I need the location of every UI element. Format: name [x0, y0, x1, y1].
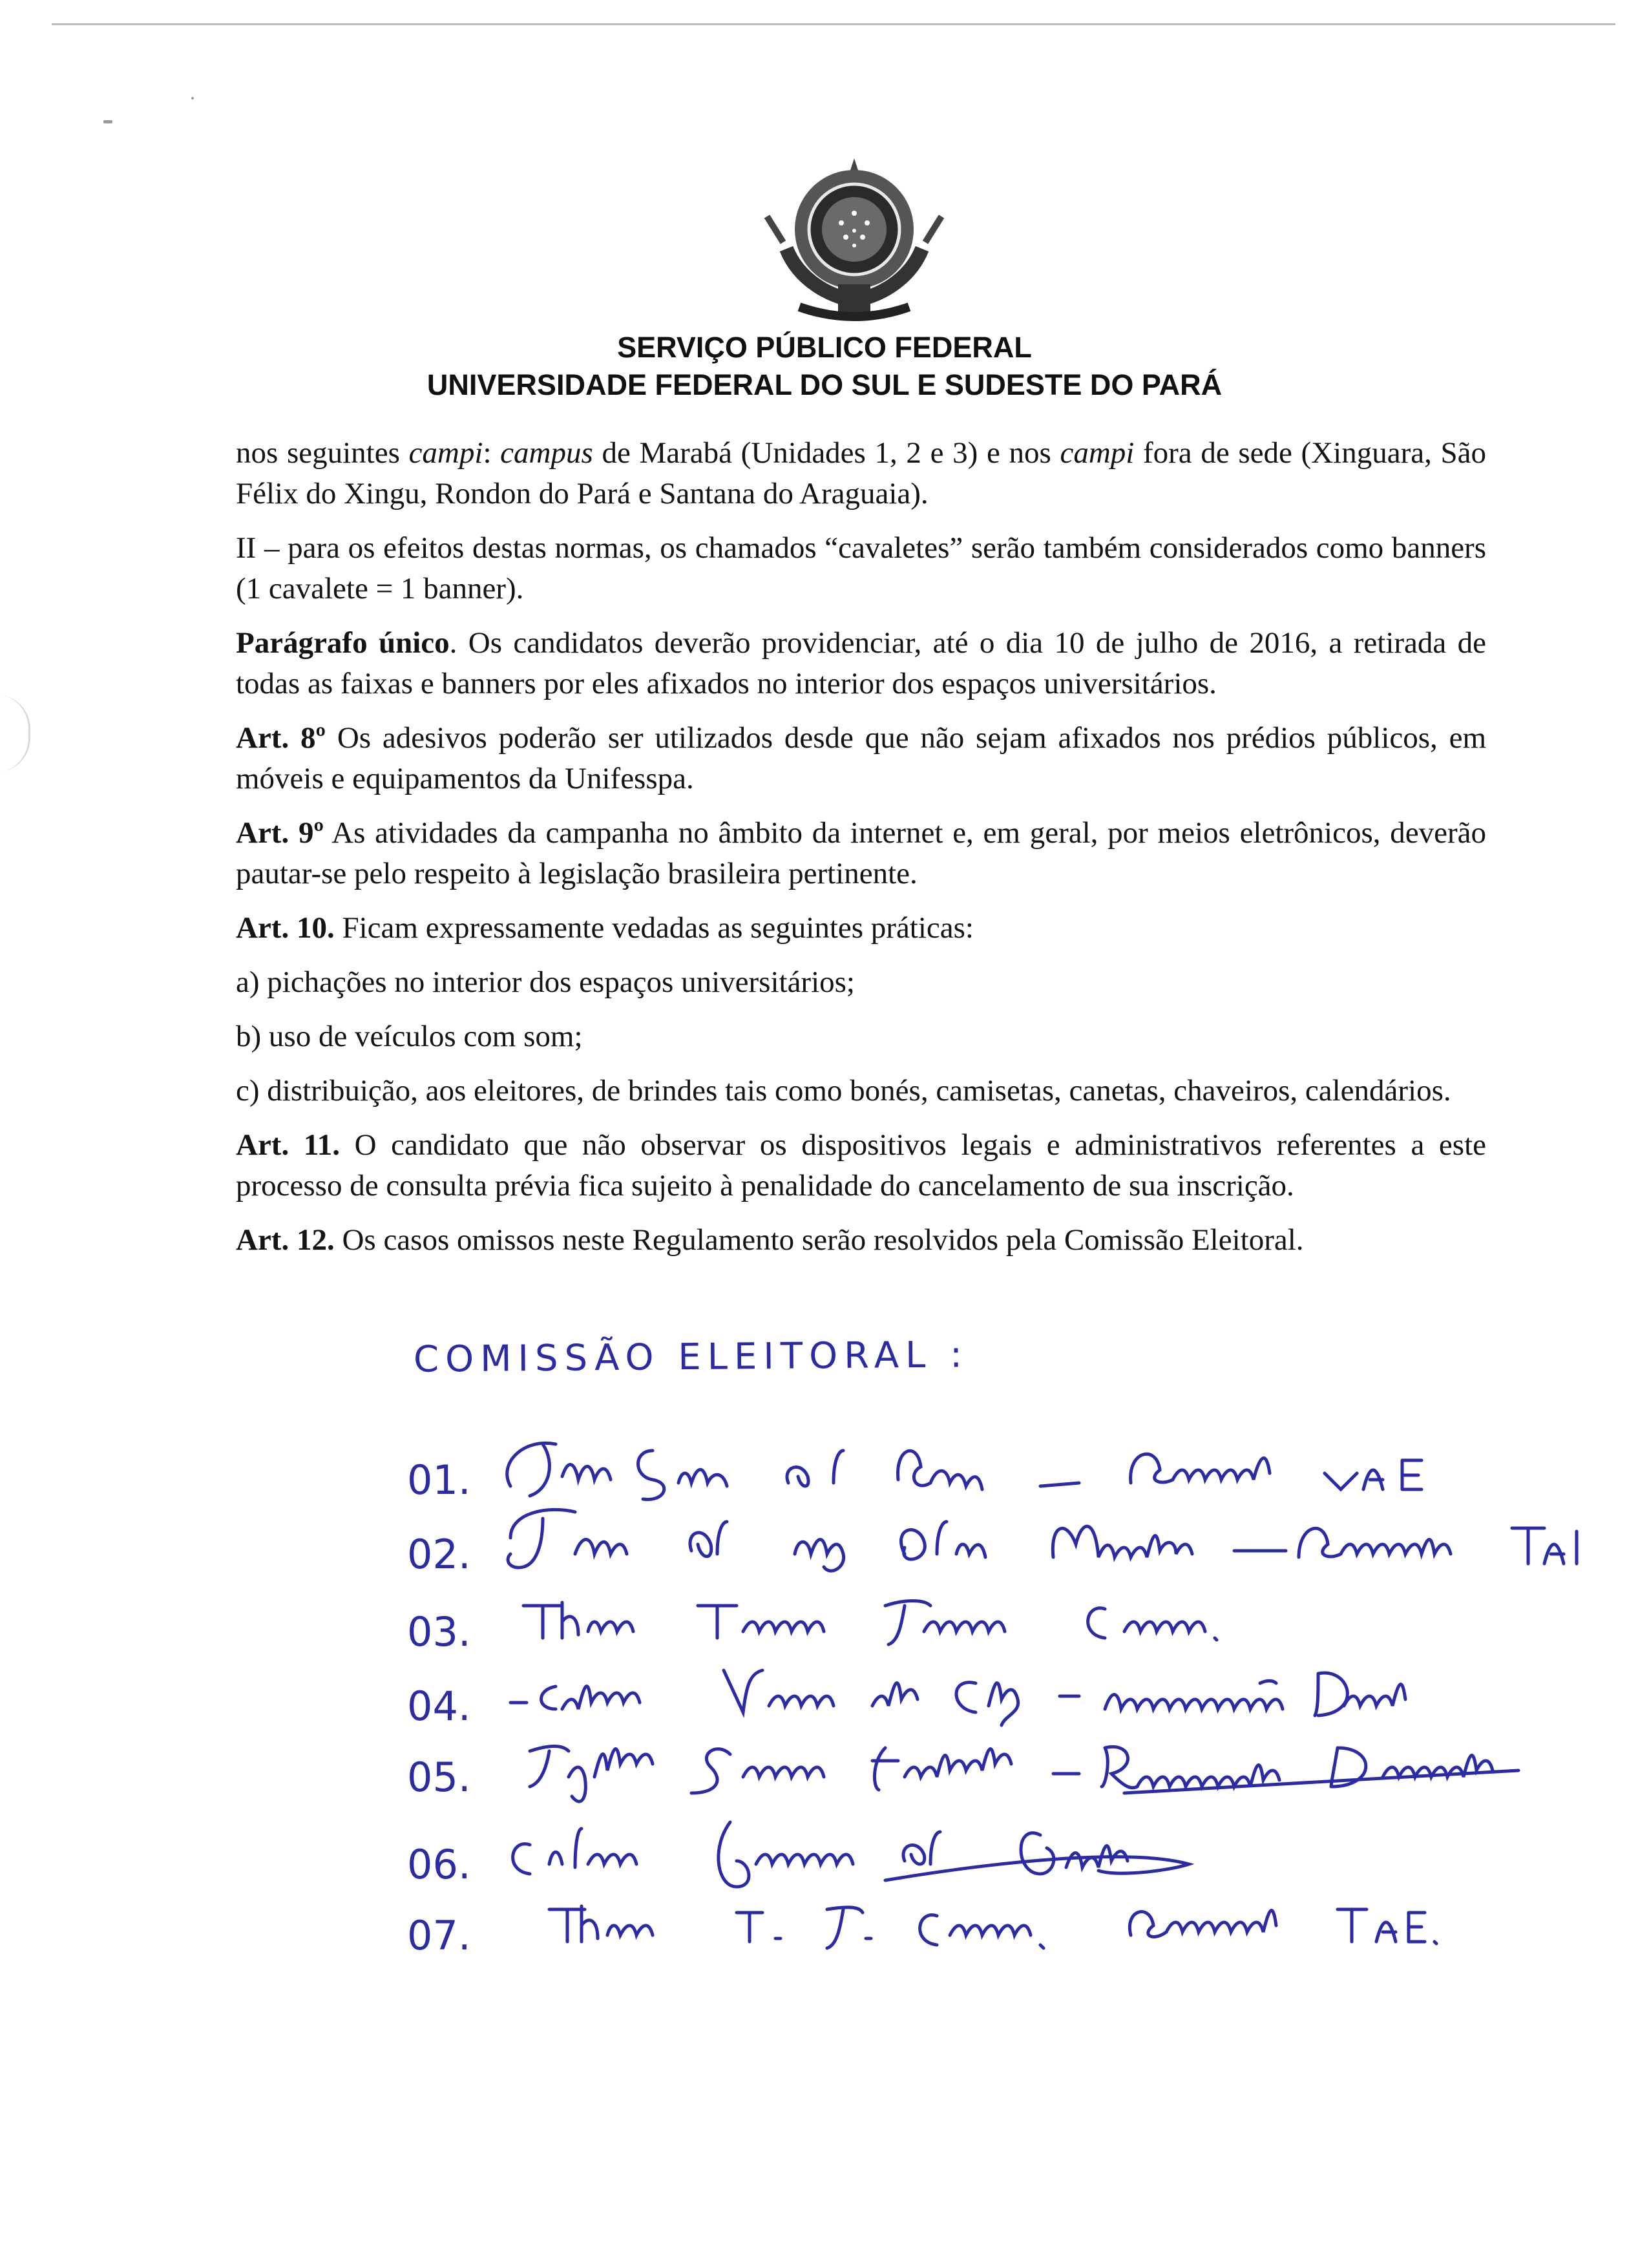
signature-heading: COMISSÃO ELEITORAL :	[413, 1334, 969, 1381]
text-run: :	[483, 436, 501, 470]
brazil-coat-of-arms-icon	[761, 152, 948, 326]
scan-speck	[191, 97, 194, 100]
handwritten-signature	[485, 1880, 1596, 1964]
paragraph-item-ii: II – para os efeitos destas normas, os chamados “cavaletes” serão também considerados como banners (1 cavalete = 1 banner).	[236, 531, 1486, 605]
article-label: Art. 11.	[236, 1128, 340, 1162]
signature-number: 02.	[407, 1531, 471, 1578]
article-text: As atividades da campanha no âmbito da internet e, em geral, por meios eletrônicos, deverão pautar-se pelo respeito à legislação brasileira pertinente.	[236, 816, 1486, 890]
signature-row	[407, 1880, 1602, 1964]
article-11	[236, 1125, 1486, 1206]
article-label: Art. 10.	[236, 911, 335, 945]
paragraph-unico	[236, 623, 1486, 704]
signature-number: 04.	[407, 1683, 471, 1730]
article-text: Os adesivos poderão ser utilizados desde que não sejam afixados nos prédios públicos, em móveis e equipamentos da Unifesspa.	[236, 721, 1487, 795]
header-line-1: SERVIÇO PÚBLICO FEDERAL	[617, 331, 1032, 364]
article-label: Art. 9º	[236, 816, 324, 850]
italic-term: campi	[1060, 436, 1135, 470]
italic-term: campus	[500, 436, 593, 470]
text-run: fora de sede (Xinguara, São Félix do Xingu, Rondon do Pará e Santana do Araguaia).	[236, 436, 1486, 510]
signature-number: 07.	[407, 1912, 471, 1959]
signature-number: 05.	[407, 1754, 471, 1801]
list-item-a: a) pichações no interior dos espaços universitários;	[236, 965, 855, 999]
handwritten-signature	[485, 1425, 1596, 1509]
text-run: de Marabá (Unidades 1, 2 e 3) e nos	[593, 436, 1060, 470]
signature-number: 03.	[407, 1608, 471, 1655]
scan-speck	[103, 120, 112, 123]
handwritten-signature	[485, 1722, 1596, 1806]
signature-row	[407, 1425, 1602, 1509]
paragraph-label: Parágrafo único	[236, 626, 450, 660]
document-body	[236, 433, 1486, 1274]
italic-term: campi	[408, 436, 483, 470]
article-9	[236, 813, 1486, 894]
article-text: Ficam expressamente vedadas as seguintes práticas:	[334, 911, 974, 945]
handwritten-signature	[485, 1577, 1596, 1661]
signature-row	[407, 1499, 1602, 1583]
scan-margin-mark	[0, 695, 30, 772]
paragraph-text: . Os candidatos deverão providenciar, até o dia 10 de julho de 2016, a retirada de todas as faixas e banners por eles afixados no interior dos espaços universitários.	[236, 626, 1486, 700]
signature-number: 06.	[407, 1841, 471, 1888]
article-8	[236, 718, 1486, 799]
paragraph-campi	[236, 433, 1486, 514]
article-12	[236, 1220, 1486, 1261]
handwritten-signature	[485, 1499, 1596, 1583]
signature-number: 01.	[407, 1456, 471, 1504]
signature-row	[407, 1577, 1602, 1661]
header-line-2: UNIVERSIDADE FEDERAL DO SUL E SUDESTE DO PARÁ	[426, 368, 1223, 401]
top-scan-rule	[52, 23, 1615, 25]
article-10	[236, 908, 1486, 949]
article-text: Os casos omissos neste Regulamento serão resolvidos pela Comissão Eleitoral.	[334, 1223, 1304, 1257]
list-item-c: c) distribuição, aos eleitores, de brindes tais como bonés, camisetas, canetas, chaveiros, calendários.	[236, 1074, 1451, 1108]
text-run: nos seguintes	[236, 436, 409, 470]
article-label: Art. 12.	[236, 1223, 335, 1257]
signature-row	[407, 1722, 1602, 1806]
article-label: Art. 8º	[236, 721, 326, 755]
article-text: O candidato que não observar os dispositivos legais e administrativos referentes a este processo de consulta prévia fica sujeito à penalidade do cancelamento de sua inscrição.	[236, 1128, 1486, 1202]
list-item-b: b) uso de veículos com som;	[236, 1020, 583, 1053]
